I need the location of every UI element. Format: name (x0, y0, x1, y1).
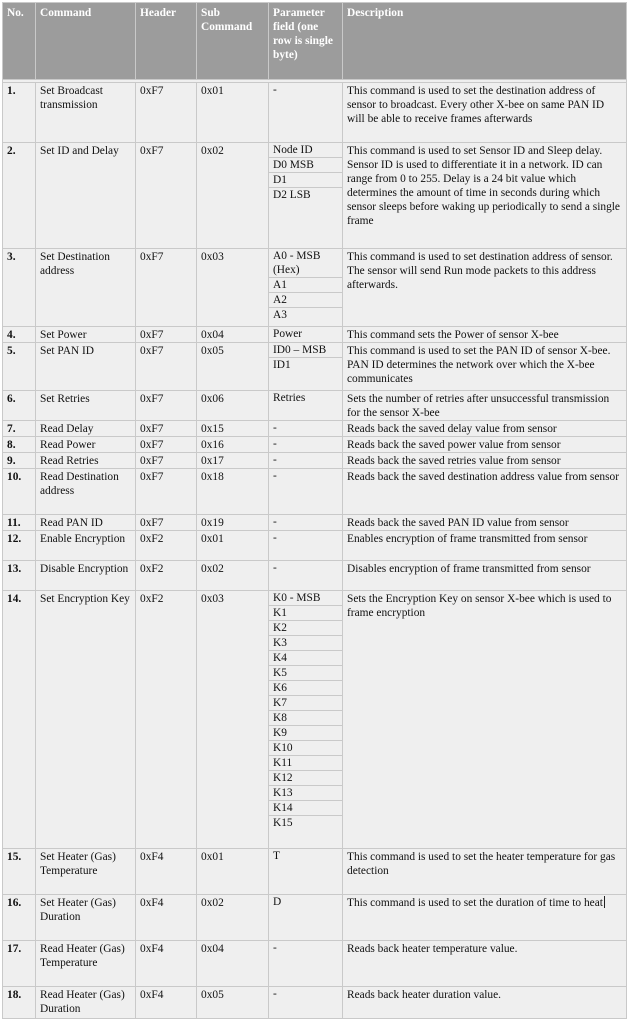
sub-command-value: 0x06 (197, 391, 269, 421)
table-row (3, 849, 627, 895)
header-value: 0xF7 (136, 327, 197, 343)
parameter-byte: K5 (269, 665, 342, 680)
description-text: Sets the number of retries after unsuccessful transmission for the sensor X-bee (347, 393, 610, 419)
parameter-byte: - (273, 988, 277, 1000)
table-row (3, 249, 627, 327)
parameter-byte: - (273, 438, 277, 450)
row-number: 16. (3, 895, 36, 941)
description-text: Reads back the saved destination address value from sensor (347, 471, 620, 483)
column-header-command: Command (36, 3, 136, 80)
parameter-byte: A3 (269, 307, 342, 322)
sub-command-value: 0x05 (197, 343, 269, 391)
parameter-cell (269, 437, 343, 453)
parameter-byte: K11 (269, 755, 342, 770)
parameter-byte: - (273, 942, 277, 954)
sub-command-value: 0x01 (197, 849, 269, 895)
parameter-byte: - (273, 562, 277, 574)
parameter-cell (269, 421, 343, 437)
description-cell (343, 469, 627, 515)
description-cell (343, 343, 627, 391)
row-number: 7. (3, 421, 36, 437)
parameter-byte: A0 - MSB (Hex) (273, 250, 321, 276)
description-text: Reads back the saved retries value from sensor (347, 455, 561, 467)
parameter-cell (269, 469, 343, 515)
header-value: 0xF7 (136, 437, 197, 453)
command-name: Read Retries (36, 453, 136, 469)
table-row (3, 421, 627, 437)
parameter-cell (269, 249, 343, 327)
parameter-byte: K13 (269, 785, 342, 800)
parameter-byte: Retries (273, 392, 306, 404)
parameter-cell (269, 531, 343, 561)
command-name: Read Delay (36, 421, 136, 437)
parameter-byte: K6 (269, 680, 342, 695)
parameter-byte: - (273, 470, 277, 482)
description-cell (343, 143, 627, 249)
header-value: 0xF4 (136, 895, 197, 941)
command-name: Set Retries (36, 391, 136, 421)
header-value: 0xF4 (136, 987, 197, 1019)
description-text: Disables encryption of frame transmitted from sensor (347, 563, 591, 575)
table-row (3, 591, 627, 849)
parameter-byte: K3 (269, 635, 342, 650)
description-cell (343, 987, 627, 1019)
description-text: This command is used to set Sensor ID and Sleep delay. Sensor ID is used to differentiate it in a network. ID can range from 0 to 255. Delay is a 24 bit value which determines the amount of time in seconds during which sensor sleeps before waking up periodically to send a single frame (347, 145, 620, 227)
sub-command-value: 0x02 (197, 895, 269, 941)
table-row (3, 531, 627, 561)
row-number: 9. (3, 453, 36, 469)
header-value: 0xF7 (136, 249, 197, 327)
parameter-byte: D0 MSB (269, 157, 342, 172)
parameter-byte: K10 (269, 740, 342, 755)
parameter-byte: Power (273, 328, 303, 340)
description-text: This command is used to set the heater temperature for gas detection (347, 851, 616, 877)
column-header-sub-command: Sub Command (197, 3, 269, 80)
parameter-byte: K0 - MSB (273, 592, 321, 604)
description-text: Sets the Encryption Key on sensor X-bee which is used to frame encryption (347, 593, 612, 619)
header-value: 0xF7 (136, 515, 197, 531)
description-text: Enables encryption of frame transmitted from sensor (347, 533, 588, 545)
parameter-cell (269, 343, 343, 391)
parameter-byte: A2 (269, 292, 342, 307)
command-name: Read Power (36, 437, 136, 453)
header-value: 0xF7 (136, 469, 197, 515)
row-number: 2. (3, 143, 36, 249)
command-name: Set Heater (Gas) Duration (36, 895, 136, 941)
column-header-description: Description (343, 3, 627, 80)
parameter-byte: - (273, 84, 277, 96)
command-name: Read PAN ID (36, 515, 136, 531)
parameter-byte: - (273, 454, 277, 466)
description-cell (343, 515, 627, 531)
header-value: 0xF7 (136, 343, 197, 391)
table-row (3, 143, 627, 249)
parameter-byte: K14 (269, 800, 342, 815)
row-number: 14. (3, 591, 36, 849)
column-header-no: No. (3, 3, 36, 80)
row-number: 18. (3, 987, 36, 1019)
sub-command-value: 0x01 (197, 531, 269, 561)
table-row (3, 453, 627, 469)
parameter-byte: K7 (269, 695, 342, 710)
parameter-cell (269, 143, 343, 249)
sub-command-value: 0x19 (197, 515, 269, 531)
row-number: 17. (3, 941, 36, 987)
description-cell (343, 391, 627, 421)
parameter-cell (269, 327, 343, 343)
description-text: This command is used to set the PAN ID of sensor X-bee. PAN ID determines the network over which the X-bee communicates (347, 345, 611, 385)
header-value: 0xF2 (136, 531, 197, 561)
table-row (3, 515, 627, 531)
parameter-cell (269, 391, 343, 421)
text-cursor (604, 896, 605, 908)
description-text: Reads back heater duration value. (347, 989, 502, 1001)
sub-command-value: 0x03 (197, 249, 269, 327)
header-value: 0xF7 (136, 83, 197, 143)
command-name: Set Broadcast transmission (36, 83, 136, 143)
parameter-byte: K4 (269, 650, 342, 665)
parameter-cell (269, 941, 343, 987)
parameter-byte: K2 (269, 620, 342, 635)
parameter-byte: ID1 (269, 357, 342, 372)
header-value: 0xF7 (136, 453, 197, 469)
row-number: 5. (3, 343, 36, 391)
description-cell (343, 941, 627, 987)
command-name: Set PAN ID (36, 343, 136, 391)
row-number: 12. (3, 531, 36, 561)
header-value: 0xF2 (136, 561, 197, 591)
description-cell (343, 249, 627, 327)
parameter-cell (269, 453, 343, 469)
table-row (3, 561, 627, 591)
table-row (3, 987, 627, 1019)
command-name: Set ID and Delay (36, 143, 136, 249)
parameter-byte: T (273, 850, 280, 862)
table-row (3, 327, 627, 343)
description-text: Reads back heater temperature value. (347, 943, 518, 955)
parameter-byte: D1 (269, 172, 342, 187)
table-body (3, 80, 627, 1019)
header-value: 0xF4 (136, 941, 197, 987)
row-number: 3. (3, 249, 36, 327)
sub-command-value: 0x16 (197, 437, 269, 453)
description-text: This command is used to set the destination address of sensor to broadcast. Every other X-bee on same PAN ID will be able to receive frames afterwards (347, 85, 605, 125)
table-row (3, 391, 627, 421)
table-row (3, 941, 627, 987)
command-name: Set Destination address (36, 249, 136, 327)
description-text: This command is used to set the duration of time to heat (347, 897, 603, 909)
column-header-header: Header (136, 3, 197, 80)
parameter-byte: K12 (269, 770, 342, 785)
command-name: Read Destination address (36, 469, 136, 515)
parameter-byte: - (273, 422, 277, 434)
description-cell (343, 421, 627, 437)
row-number: 15. (3, 849, 36, 895)
description-cell (343, 591, 627, 849)
sub-command-value: 0x15 (197, 421, 269, 437)
table-row (3, 469, 627, 515)
description-cell (343, 437, 627, 453)
row-number: 4. (3, 327, 36, 343)
description-cell (343, 531, 627, 561)
row-number: 8. (3, 437, 36, 453)
table-row (3, 895, 627, 941)
description-text: This command is used to set destination address of sensor. The sensor will send Run mode packets to this address afterwards. (347, 251, 613, 291)
description-cell (343, 327, 627, 343)
row-number: 13. (3, 561, 36, 591)
command-name: Read Heater (Gas) Duration (36, 987, 136, 1019)
command-name: Disable Encryption (36, 561, 136, 591)
sub-command-value: 0x04 (197, 327, 269, 343)
parameter-cell (269, 515, 343, 531)
parameter-byte: K8 (269, 710, 342, 725)
sub-command-value: 0x17 (197, 453, 269, 469)
description-cell (343, 83, 627, 143)
parameter-byte: A1 (269, 277, 342, 292)
command-name: Read Heater (Gas) Temperature (36, 941, 136, 987)
header-value: 0xF2 (136, 591, 197, 849)
sub-command-value: 0x18 (197, 469, 269, 515)
header-value: 0xF4 (136, 849, 197, 895)
parameter-cell (269, 561, 343, 591)
row-number: 10. (3, 469, 36, 515)
command-name: Enable Encryption (36, 531, 136, 561)
sub-command-value: 0x02 (197, 561, 269, 591)
parameter-byte: Node ID (273, 144, 313, 156)
sub-command-value: 0x03 (197, 591, 269, 849)
header-value: 0xF7 (136, 143, 197, 249)
parameter-cell (269, 849, 343, 895)
description-cell (343, 561, 627, 591)
sub-command-value: 0x02 (197, 143, 269, 249)
table-row (3, 437, 627, 453)
header-value: 0xF7 (136, 421, 197, 437)
sub-command-value: 0x04 (197, 941, 269, 987)
description-cell (343, 895, 627, 941)
parameter-cell (269, 591, 343, 849)
parameter-byte: K9 (269, 725, 342, 740)
table-header-row (3, 3, 627, 80)
description-text: Reads back the saved power value from sensor (347, 439, 561, 451)
row-number: 6. (3, 391, 36, 421)
command-name: Set Power (36, 327, 136, 343)
header-value: 0xF7 (136, 391, 197, 421)
parameter-byte: ID0 – MSB (273, 344, 327, 356)
parameter-cell (269, 895, 343, 941)
column-header-parameter: Parameter field (one row is single byte) (269, 3, 343, 80)
description-cell (343, 849, 627, 895)
parameter-byte: K1 (269, 605, 342, 620)
parameter-cell (269, 987, 343, 1019)
command-name: Set Encryption Key (36, 591, 136, 849)
parameter-byte: - (273, 532, 277, 544)
sub-command-value: 0x01 (197, 83, 269, 143)
table-row (3, 83, 627, 143)
row-number: 1. (3, 83, 36, 143)
description-text: Reads back the saved PAN ID value from sensor (347, 517, 569, 529)
row-number: 11. (3, 515, 36, 531)
table-row (3, 343, 627, 391)
description-text: This command sets the Power of sensor X-bee (347, 329, 559, 341)
command-name: Set Heater (Gas) Temperature (36, 849, 136, 895)
parameter-byte: - (273, 516, 277, 528)
sub-command-value: 0x05 (197, 987, 269, 1019)
description-cell (343, 453, 627, 469)
description-text: Reads back the saved delay value from sensor (347, 423, 557, 435)
command-table (2, 2, 627, 1019)
parameter-byte: D2 LSB (269, 187, 342, 202)
parameter-byte: D (273, 896, 282, 908)
parameter-byte: K15 (269, 815, 342, 830)
parameter-cell (269, 83, 343, 143)
